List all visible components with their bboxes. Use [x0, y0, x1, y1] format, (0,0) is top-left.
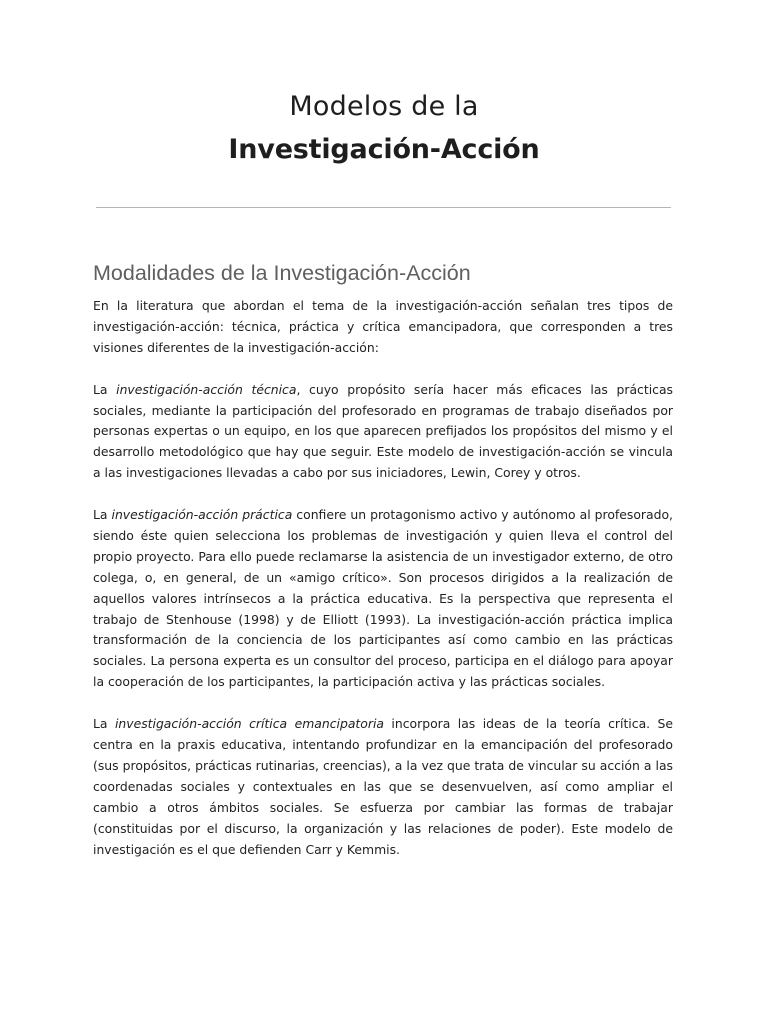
- paragraph-tecnica: [93, 380, 673, 485]
- term-practica: investigación-acción práctica: [111, 507, 293, 523]
- term-tecnica: investigación-acción técnica: [116, 381, 297, 397]
- title-divider: [96, 207, 671, 208]
- paragraph-critica: [93, 714, 673, 860]
- title-line-2: Investigación-Acción: [228, 134, 540, 165]
- paragraph-body: confiere un protagonismo activo y autónomo al profesorado, siendo éste quien selecciona los problemas de investigación y quien lleva el control del propio proyecto. Para ello puede reclamarse la asistencia de un investigador externo, de otro colega, o, en general, de un «amigo crítico». Son procesos dirigidos a la realización de aquellos valores intrínsecos a la práctica educativa. Es la perspectiva que representa el trabajo de Stenhouse (1998) y de Elliott (1993). La investigación-acción práctica implica transformación de la conciencia de los participantes así como cambio en las prácticas sociales. La persona experta es un consultor del proceso, participa en el diálogo para apoyar la cooperación de los participantes, la participación activa y las prácticas sociales.: [93, 507, 673, 690]
- paragraph-lead: La: [93, 381, 117, 397]
- paragraph-body: incorpora las ideas de la teoría crítica. Se centra en la praxis educativa, intentando profundizar en la emancipación del profesorado (sus propósitos, prácticas rutinarias, creencias), a la vez que trata de vincular su acción a las coordenadas sociales y contextuales en las que se desenvuelven, así como ampliar el cambio a otros ámbitos sociales. Se esfuerza por cambiar las formas de trabajar (constituidas por el discurso, la organización y las relaciones de poder). Este modelo de investigación es el que defienden Carr y Kemmis.: [93, 716, 674, 857]
- paragraph-body: , cuyo propósito sería hacer más eficaces las prácticas sociales, mediante la participación del profesorado en programas de trabajo diseñados por personas expertas o un equipo, en los que aparecen prefijados los propósitos del mismo y el desarrollo metodológico que hay que seguir. Este modelo de investigación-acción se vincula a las investigaciones llevadas a cabo por sus iniciadores, Lewin, Corey y otros.: [93, 381, 674, 481]
- paragraph-practica: [93, 505, 673, 693]
- document-title: [0, 86, 768, 172]
- section-heading: Modalidades de la Investigación-Acción: [93, 261, 471, 285]
- paragraph-lead: La: [93, 716, 115, 732]
- paragraph-lead: La: [93, 507, 112, 523]
- paragraph-intro: En la literatura que abordan el tema de la investigación-acción señalan tres tipos de investigación-acción: técnica, práctica y crítica emancipadora, que corresponden a tres visiones diferentes de la investigación-acción:: [93, 298, 673, 355]
- title-line-1: Modelos de la: [289, 91, 479, 122]
- term-critica: investigación-acción crítica emancipatoria: [114, 716, 384, 732]
- body-text: [93, 296, 673, 860]
